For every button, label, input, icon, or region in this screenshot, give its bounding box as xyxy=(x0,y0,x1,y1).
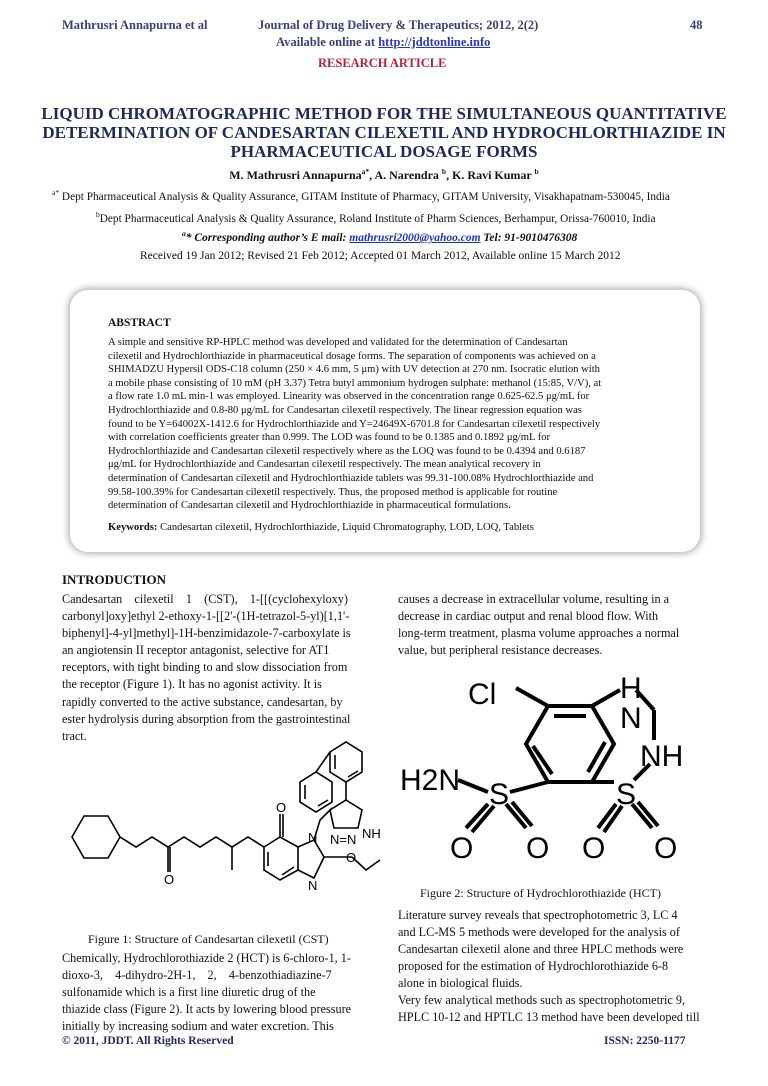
corresponding-sup: a xyxy=(182,229,186,238)
article-type: RESEARCH ARTICLE xyxy=(318,56,447,70)
abstract-line: a flow rate 1.0 mL min-1 was employed. Linearity was observed in the concentration range 0.625-62.5 μg/mL for xyxy=(108,391,590,403)
nitrogen-label: N xyxy=(308,878,318,893)
affiliation-b xyxy=(96,210,656,225)
hydrochlorothiazide-structure-figure xyxy=(398,668,718,878)
text-line: and LC-MS 5 methods were developed for the analysis of xyxy=(398,925,680,940)
abstract-heading: ABSTRACT xyxy=(108,317,171,329)
abstract-line: Hydrochlorthiazide and 0.8-80 μg/mL for Candesartan cilexetil respectively. The linear regression equation was xyxy=(108,404,582,416)
chlorine-label: Cl xyxy=(468,678,497,711)
author-2-sup: b xyxy=(441,167,447,176)
abstract-line: cilexetil and Hydrochlorthiazide in pharmaceutical dosage forms. The separation of components was achieved on a xyxy=(108,350,596,362)
telephone: Tel: 91-9010476308 xyxy=(483,231,578,244)
text-line: proposed for the estimation of Hydrochlorothiazide 6-8 xyxy=(398,959,669,974)
figure-1-caption: Figure 1: Structure of Candesartan cilexetil (CST) xyxy=(88,932,329,946)
hydrogen-label: H xyxy=(620,672,642,705)
title-line-1: LIQUID CHROMATOGRAPHIC METHOD FOR THE SIMULTANEOUS QUANTITATIVE xyxy=(41,104,727,123)
cyclohexane-ring xyxy=(72,816,120,858)
intro-paragraph-2 xyxy=(62,950,376,1035)
abstract-line: Hydrochlorthiazide and Candesartan cilexetil respectively where as the LOQ was found to be 0.4394 and 0.6187 xyxy=(108,445,586,457)
candesartan-structure-figure xyxy=(62,732,382,922)
sulfur-label: S xyxy=(489,778,510,811)
abstract-line: determination of Candesartan cilexetil and Hydrochlorthiazide in pharmaceutical formulations. xyxy=(108,500,511,512)
corresponding-label: * Corresponding author’s E mail: xyxy=(185,231,347,244)
oxygen-label: O xyxy=(450,832,474,865)
text-line: biphenyl]-4-yl]methyl]-1H-benzimidazole-7-carboxylate is xyxy=(62,626,351,641)
text-line: rapidly converted to the active substance, candesartan, by xyxy=(62,694,343,709)
affiliation-a-sup: a* xyxy=(52,188,60,197)
available-label: Available online at xyxy=(276,35,376,49)
page-number: 48 xyxy=(690,18,703,32)
abstract-line: determination of Candesartan cilexetil and Hydrochlorthiazide tablets was 99.31-100.08% Hydrochlorthiazide and xyxy=(108,472,594,484)
footer-copyright: © 2011, JDDT. All Rights Reserved xyxy=(62,1035,234,1047)
oxygen-label: O xyxy=(276,800,287,815)
corresponding-author xyxy=(182,229,577,244)
text-line: an angiotensin II receptor antagonist, selective for AT1 xyxy=(62,643,330,658)
affiliation-a-text: Dept Pharmaceutical Analysis & Quality Assurance, GITAM Institute of Pharmacy, GITAM University, Visakhapatnam-530045, India xyxy=(61,190,670,203)
text-line: value, but peripheral resistance decreases. xyxy=(398,643,603,658)
nh-label: NH xyxy=(640,740,684,773)
affiliation-b-sup: b xyxy=(96,210,100,219)
keywords-label: Keywords: xyxy=(108,522,158,533)
keywords xyxy=(108,522,534,533)
received-dates: Received 19 Jan 2012; Revised 21 Feb 2012; Accepted 01 March 2012, Available online 15 March 2012 xyxy=(140,250,621,262)
text-line: the receptor (Figure 1). It has no agonist activity. It is xyxy=(62,677,322,692)
journal-url-link[interactable]: http://jddtonline.info xyxy=(378,35,491,49)
amine-label: H2N xyxy=(400,764,461,797)
text-line: initially by increasing sodium and water excretion. This xyxy=(62,1019,334,1034)
text-line: carbonyl]oxy]ethyl 2-ethoxy-1-[[2'-(1H-tetrazol-5-yl)[1,1'- xyxy=(62,609,350,624)
abstract-line: 99.58-100.39% for Candesartan cilexetil respectively. Thus, the proposed method is applicable for routine xyxy=(108,486,558,498)
text-line: causes a decrease in extracellular volume, resulting in a xyxy=(398,592,670,606)
text-line: Chemically, Hydrochlorothiazide 2 (HCT) is 6-chloro-1, 1- xyxy=(62,951,351,965)
availability-line xyxy=(276,35,490,50)
oxygen-label: O xyxy=(346,850,357,865)
abstract-line: μg/mL for Hydrochlorthiazide and Candesartan cilexetil respectively. The mean analytical recovery in xyxy=(108,459,541,471)
text-line: Very few analytical methods such as spectrophotometric 9, xyxy=(398,993,685,1007)
abstract-line: a mobile phase consisting of 10 mM (pH 3.37) Tetra butyl ammonium hydrogen sulphate: methanol (15:85, V/V), at xyxy=(108,377,602,389)
nitrogen-label: N xyxy=(620,702,642,735)
tetrazole-ring xyxy=(330,800,362,828)
affiliation-a xyxy=(52,188,722,203)
text-line: decrease in cardiac output and renal blood flow. With xyxy=(398,609,659,624)
intro-heading: INTRODUCTION xyxy=(62,572,167,587)
text-line: thiazide class (Figure 2). It acts by lowering blood pressure xyxy=(62,1002,352,1017)
oxygen-label: O xyxy=(582,832,606,865)
email-link[interactable]: mathrusri2000@yahoo.com xyxy=(349,231,481,244)
keywords-text: Candesartan cilexetil, Hydrochlorthiazide, Liquid Chromatography, LOD, LOQ, Tablets xyxy=(160,522,534,533)
nitrogen-label: N xyxy=(308,830,318,845)
oxygen-label: O xyxy=(164,872,175,887)
oxygen-label: O xyxy=(654,832,678,865)
text-line: ester hydrolysis during absorption from the gastrointestinal xyxy=(62,711,351,726)
text-line: sulfonamide which is a first line diuretic drug of the xyxy=(62,985,316,1000)
text-line: receptors, with tight binding to and slow dissociation from xyxy=(62,660,348,675)
text-line: dioxo-3, 4-dihydro-2H-1, 2, 4-benzothiadiazine-7 xyxy=(62,968,332,983)
title-line-2: DETERMINATION OF CANDESARTAN CILEXETIL AND HYDROCHLORTHIAZIDE IN xyxy=(42,123,726,142)
title-line-3: PHARMACEUTICAL DOSAGE FORMS xyxy=(230,142,538,161)
text-line: HPLC 10-12 and HPTLC 13 method have been developed till xyxy=(398,1010,700,1025)
text-line: alone in biological fluids. xyxy=(398,976,523,991)
text-line: Candesartan cilexetil 1 (CST), 1-[[(cyclohexyloxy) xyxy=(62,592,348,606)
paper-title xyxy=(40,104,728,161)
journal-name: Journal of Drug Delivery & Therapeutics; 2012, 2(2) xyxy=(258,18,539,32)
author-1: M. Mathrusri Annapurna xyxy=(229,168,362,182)
oxygen-label: O xyxy=(526,832,550,865)
author-list xyxy=(40,167,728,183)
author-2: , A. Narendra xyxy=(369,168,439,182)
abstract-line: A simple and sensitive RP-HPLC method was developed and validated for the determination of Candesartan xyxy=(108,337,568,348)
abstract-line: SHIMADZU Hypersil ODS-C18 column (250 × 4.6 mm, 5 μm) with UV detection at 270 nm. Isocratic elution with xyxy=(108,364,600,376)
running-author: Mathrusri Annapurna et al xyxy=(62,18,208,32)
abstract-line: found to be Y=64002X-1412.6 for Hydrochlorthiazide and Y=24649X-6701.8 for Candesartan cilexetil respectively xyxy=(108,418,601,430)
text-line: tract. xyxy=(62,728,87,743)
abstract-body xyxy=(108,336,652,513)
sulfur-label: S xyxy=(616,778,637,811)
author-3-sup: b xyxy=(534,167,539,176)
figure-2-caption: Figure 2: Structure of Hydrochlorothiazide (HCT) xyxy=(420,886,661,900)
n-double-n-label: N=N xyxy=(330,832,357,847)
text-line: long-term treatment, plasma volume approaches a normal xyxy=(398,626,680,641)
nh-label: NH xyxy=(362,826,381,841)
benzimidazole-ring xyxy=(264,837,298,880)
intro-right-paragraph-3 xyxy=(398,992,706,1026)
affiliation-b-text: Dept Pharmaceutical Analysis & Quality Assurance, Roland Institute of Pharm Sciences, Berhampur, Orissa-760010, India xyxy=(99,212,656,225)
abstract-line: with correlation coefficients greater than 0.999. The LOD was found to be 0.1385 and 0.1892 μg/mL for xyxy=(108,432,551,444)
footer-issn: ISSN: 2250-1177 xyxy=(604,1035,686,1047)
author-1-sup: a* xyxy=(361,167,370,176)
intro-right-paragraph-1 xyxy=(398,591,706,659)
text-line: Literature survey reveals that spectrophotometric 3, LC 4 xyxy=(398,908,678,922)
author-3: , K. Ravi Kumar xyxy=(446,168,532,182)
text-line: Candesartan cilexetil alone and three HPLC methods were xyxy=(398,942,684,957)
intro-paragraph-1 xyxy=(62,591,376,745)
intro-right-paragraph-2 xyxy=(398,907,706,992)
